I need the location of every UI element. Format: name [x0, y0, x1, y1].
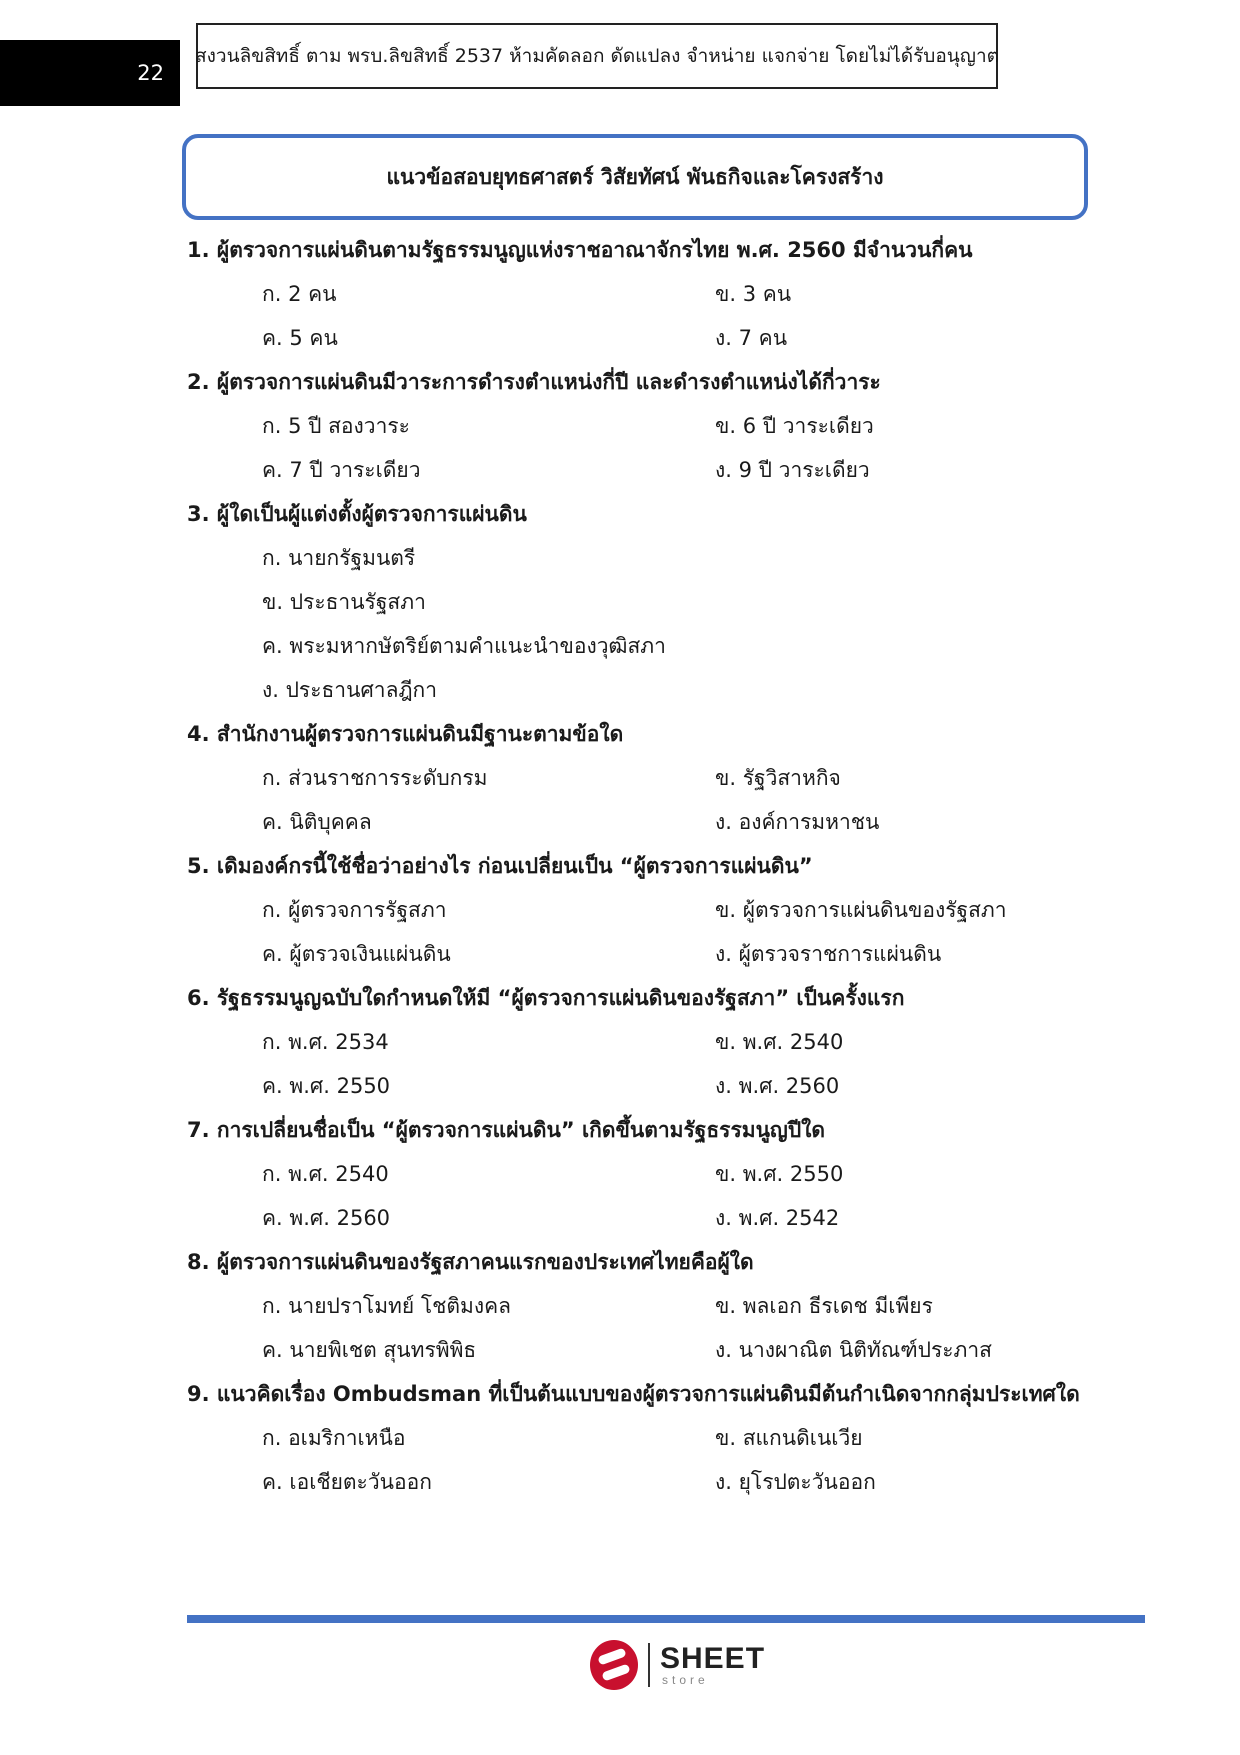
- option-c: ค. ผู้ตรวจเงินแผ่นดิน: [262, 942, 451, 966]
- copyright-notice: สงวนลิขสิทธิ์ ตาม พรบ.ลิขสิทธิ์ 2537 ห้ามคัดลอก ดัดแปลง จำหน่าย แจกจ่าย โดยไม่ได้รับอนุญาต: [195, 45, 999, 67]
- question-7: [187, 1108, 1107, 1240]
- option-b: ข. พลเอก ธีรเดช มีเพียร: [715, 1294, 933, 1318]
- option-row: [187, 800, 1107, 844]
- option-d: ง. พ.ศ. 2542: [715, 1206, 840, 1230]
- option-c: ค. 5 คน: [262, 326, 338, 350]
- question-4: [187, 712, 1107, 844]
- option-row: [187, 1460, 1107, 1504]
- option-d: ง. นางผาณิต นิติทัณฑ์ประภาส: [715, 1338, 992, 1362]
- option-row: [187, 1196, 1107, 1240]
- option-c: ค. พระมหากษัตริย์ตามคำแนะนำของวุฒิสภา: [262, 634, 666, 658]
- option-b: ข. รัฐวิสาหกิจ: [715, 766, 841, 790]
- option-row: [187, 272, 1107, 316]
- option-a: ก. 2 คน: [262, 282, 337, 306]
- option-a: ก. ส่วนราชการระดับกรม: [262, 766, 488, 790]
- logo-wordmark: [660, 1644, 765, 1686]
- section-title-box: [182, 134, 1088, 220]
- logo-word: SHEET: [660, 1642, 766, 1675]
- option-c: ค. นิติบุคคล: [262, 810, 372, 834]
- option-b: ข. 3 คน: [715, 282, 792, 306]
- option-row: [187, 932, 1107, 976]
- question-9: [187, 1372, 1107, 1504]
- option-c: ค. เอเชียตะวันออก: [262, 1470, 432, 1494]
- option-b: ข. พ.ศ. 2540: [715, 1030, 844, 1054]
- option-a: ก. พ.ศ. 2534: [262, 1030, 389, 1054]
- option-c: ค. พ.ศ. 2550: [262, 1074, 391, 1098]
- question-text: 9. แนวคิดเรื่อง Ombudsman ที่เป็นต้นแบบของผู้ตรวจการแผ่นดินมีต้นกำเนิดจากกลุ่มประเทศใด: [187, 1382, 1080, 1406]
- question-text: 1. ผู้ตรวจการแผ่นดินตามรัฐธรรมนูญแห่งราชอาณาจักรไทย พ.ศ. 2560 มีจำนวนกี่คน: [187, 238, 973, 262]
- sheet-store-logo: [590, 1638, 765, 1692]
- option-a: ก. นายปราโมทย์ โชติมงคล: [262, 1294, 512, 1318]
- option-row: [187, 1064, 1107, 1108]
- page-number-badge: [0, 40, 180, 106]
- option-b: ข. พ.ศ. 2550: [715, 1162, 844, 1186]
- option-row: [187, 888, 1107, 932]
- question-text: 5. เดิมองค์กรนี้ใช้ชื่อว่าอย่างไร ก่อนเปลี่ยนเป็น “ผู้ตรวจการแผ่นดิน”: [187, 854, 813, 878]
- page-number: 22: [137, 61, 164, 85]
- option-a: ก. นายกรัฐมนตรี: [262, 546, 416, 570]
- question-text: 4. สำนักงานผู้ตรวจการแผ่นดินมีฐานะตามข้อใด: [187, 722, 624, 746]
- option-b: ข. 6 ปี วาระเดียว: [715, 414, 874, 438]
- option-row: [187, 1328, 1107, 1372]
- option-a: ก. พ.ศ. 2540: [262, 1162, 389, 1186]
- question-5: [187, 844, 1107, 976]
- option-b: ข. ผู้ตรวจการแผ่นดินของรัฐสภา: [715, 898, 1007, 922]
- option-a: ก. ผู้ตรวจการรัฐสภา: [262, 898, 447, 922]
- question-8: [187, 1240, 1107, 1372]
- option-c: ค. พ.ศ. 2560: [262, 1206, 391, 1230]
- option-d: ง. พ.ศ. 2560: [715, 1074, 840, 1098]
- option-d: ง. องค์การมหาชน: [715, 810, 880, 834]
- option-c: ค. นายพิเชต สุนทรพิพิธ: [262, 1338, 477, 1362]
- option-c: ค. 7 ปี วาระเดียว: [262, 458, 421, 482]
- option-d: ง. ยุโรปตะวันออก: [715, 1470, 876, 1494]
- logo-subtext: store: [662, 1673, 709, 1687]
- question-list: [187, 228, 1107, 1504]
- question-1: [187, 228, 1107, 360]
- copyright-notice-box: [196, 23, 998, 89]
- question-text: 2. ผู้ตรวจการแผ่นดินมีวาระการดำรงตำแหน่งกี่ปี และดำรงตำแหน่งได้กี่วาระ: [187, 370, 881, 394]
- option-row: [187, 756, 1107, 800]
- option-row: [187, 1152, 1107, 1196]
- sheet-store-s-logo-icon: [590, 1640, 638, 1690]
- option-b: ข. ประธานรัฐสภา: [262, 590, 426, 614]
- option-a: ก. 5 ปี สองวาระ: [262, 414, 410, 438]
- option-d: ง. 9 ปี วาระเดียว: [715, 458, 870, 482]
- option-row: [187, 448, 1107, 492]
- option-a: ก. อเมริกาเหนือ: [262, 1426, 406, 1450]
- option-d: ง. ผู้ตรวจราชการแผ่นดิน: [715, 942, 942, 966]
- question-text: 3. ผู้ใดเป็นผู้แต่งตั้งผู้ตรวจการแผ่นดิน: [187, 502, 527, 526]
- question-6: [187, 976, 1107, 1108]
- option-d: ง. ประธานศาลฎีกา: [262, 678, 438, 702]
- option-row: [187, 316, 1107, 360]
- option-row: [187, 1416, 1107, 1460]
- option-d: ง. 7 คน: [715, 326, 788, 350]
- footer-divider: [187, 1615, 1145, 1623]
- option-row: [187, 1284, 1107, 1328]
- option-row: [187, 1020, 1107, 1064]
- option-row: [187, 404, 1107, 448]
- logo-divider: [648, 1643, 650, 1687]
- option-b: ข. สแกนดิเนเวีย: [715, 1426, 863, 1450]
- section-title: แนวข้อสอบยุทธศาสตร์ วิสัยทัศน์ พันธกิจและโครงสร้าง: [386, 164, 884, 189]
- question-2: [187, 360, 1107, 492]
- question-3: [187, 492, 1107, 712]
- question-text: 6. รัฐธรรมนูญฉบับใดกำหนดให้มี “ผู้ตรวจการแผ่นดินของรัฐสภา” เป็นครั้งแรก: [187, 986, 905, 1010]
- question-text: 8. ผู้ตรวจการแผ่นดินของรัฐสภาคนแรกของประเทศไทยคือผู้ใด: [187, 1250, 754, 1274]
- question-text: 7. การเปลี่ยนชื่อเป็น “ผู้ตรวจการแผ่นดิน” เกิดขึ้นตามรัฐธรรมนูญปีใด: [187, 1118, 826, 1142]
